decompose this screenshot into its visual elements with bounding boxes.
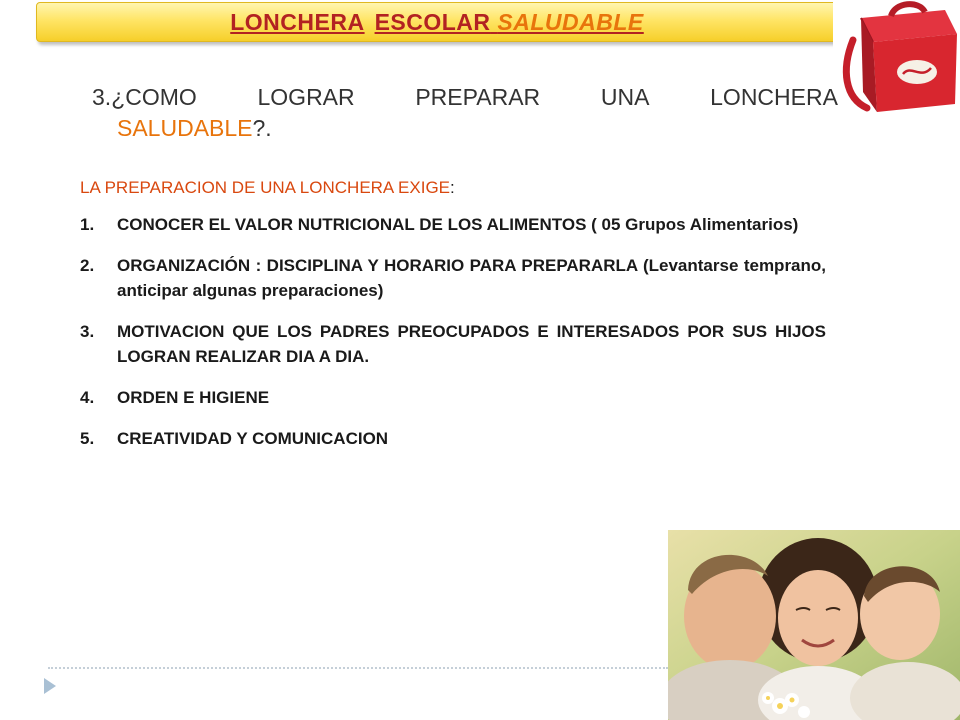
question-word: UNA — [600, 84, 650, 110]
question-word: 3.¿COMO — [92, 84, 197, 110]
question-heading — [92, 82, 838, 144]
chevron-right-icon — [42, 676, 58, 696]
list-item — [80, 426, 826, 451]
title-banner — [36, 2, 838, 42]
intro-line — [80, 178, 826, 198]
list-item — [80, 212, 826, 237]
question-word: PREPARAR — [415, 84, 541, 110]
lunchbox-image — [833, 0, 960, 120]
intro-text: LA PREPARACION DE UNA LONCHERA EXIGE — [80, 178, 451, 197]
intro-colon: : — [450, 178, 455, 197]
list-item — [80, 319, 826, 369]
slide-title — [230, 9, 644, 36]
list-item — [80, 253, 826, 303]
list-item-text: MOTIVACION QUE LOS PADRES PREOCUPADOS E INTERESADOS POR SUS HIJOS LOGRAN REALIZAR DIA A DIA. — [117, 322, 826, 366]
list-item-text: CONOCER EL VALOR NUTRICIONAL DE LOS ALIMENTOS ( 05 Grupos Alimentarios) — [117, 215, 799, 234]
question-word: LOGRAR — [257, 84, 355, 110]
list-item-number: 1. — [80, 215, 95, 234]
question-word: LONCHERA — [710, 84, 838, 110]
list-item-number: 5. — [80, 429, 95, 448]
list-item-text: ORDEN E HIGIENE — [117, 388, 270, 407]
list-item-number: 4. — [80, 388, 95, 407]
list-item-text: ORGANIZACIÓN : DISCIPLINA Y HORARIO PARA PREPARARLA (Levantarse temprano, anticipar algunas preparaciones) — [117, 256, 826, 300]
list-item-number: 3. — [80, 322, 95, 341]
list-item-text: CREATIVIDAD Y COMUNICACION — [117, 429, 389, 448]
question-line-2 — [92, 113, 838, 144]
title-word-saludable: SALUDABLE — [497, 8, 644, 35]
content-body — [80, 178, 826, 467]
title-word-escolar: ESCOLAR — [374, 8, 491, 35]
title-word-lonchera: LONCHERA — [230, 8, 365, 35]
question-tail: ?. — [252, 115, 272, 141]
question-highlight: SALUDABLE — [117, 115, 253, 141]
list-item-number: 2. — [80, 256, 95, 275]
list-item — [80, 385, 826, 410]
question-line-1 — [92, 82, 838, 113]
footer-divider — [48, 667, 668, 669]
requirements-list — [80, 212, 826, 451]
family-photo — [668, 530, 960, 720]
